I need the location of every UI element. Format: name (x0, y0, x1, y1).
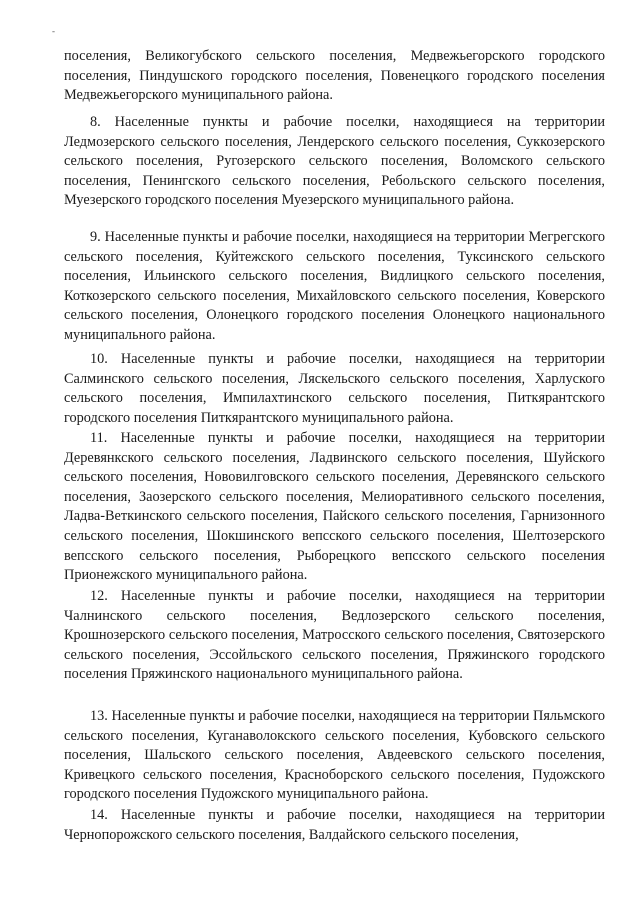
scan-mark: - (52, 26, 55, 36)
paragraph-item-11: 11. Населенные пункты и рабочие поселки, находящиеся на территории Деревянкского сельского поселения, Ладвинского сельского поселения, Шуйского сельского поселения, Нововилговского сельского поселения, Деревянского сельского поселения, Заозерского сельского поселения, Мелиоративного сельского поселения, Ладва-Веткинского сельского поселения, Пайского сельского поселения, Гарнизонного сельского поселения, Шокшинского вепсского сельского поселения, Шелтозерского вепсского сельского поселения, Рыборецкого вепсского сельского поселения Прионежского муниципального района. (64, 430, 605, 584)
paragraph-item-8: 8. Населенные пункты и рабочие поселки, находящиеся на территории Ледмозерского сельского поселения, Лендерского сельского поселения, Суккозерского сельского поселения, Ругозерского сельского поселения, Воломского сельского поселения, Пенингского сельского поселения, Ребольского сельского поселения, Муезерского городского поселения Муезерского муниципального района. (64, 114, 605, 209)
paragraph-continuation: поселения, Великогубского сельского поселения, Медвежьегорского городского поселения, Пиндушского городского поселения, Повенецкого городского поселения Медвежьегорского муниципального района. (64, 48, 605, 104)
paragraph-item-10: 10. Населенные пункты и рабочие поселки, находящиеся на территории Салминского сельского поселения, Ляскельского сельского поселения, Харлуского сельского поселения, Импилахтинского сельского поселения, Питкярантского городского поселения Питкярантского муниципального района. (64, 351, 605, 426)
paragraph-item-14: 14. Населенные пункты и рабочие поселки, находящиеся на территории Чернопорожского сельского поселения, Валдайского сельского поселения, (64, 807, 605, 843)
paragraph-item-12: 12. Населенные пункты и рабочие поселки, находящиеся на территории Чалнинского сельского поселения, Ведлозерского сельского поселения, Крошнозерского сельского поселения, Матросского сельского поселения, Святозерского сельского поселения, Эссойльского сельского поселения, Пряжинского городского поселения Пряжинского национального муниципального района. (64, 588, 605, 683)
paragraph-item-13: 13. Населенные пункты и рабочие поселки, находящиеся на территории Пяльмского сельского поселения, Куганаволокского сельского поселения, Кубовского сельского поселения, Шальского сельского поселения, Авдеевского сельского поселения, Кривецкого сельского поселения, Красноборского сельского поселения, Пудожского городского поселения Пудожского муниципального района. (64, 708, 605, 803)
paragraph-item-9: 9. Населенные пункты и рабочие поселки, находящиеся на территории Мегрегского сельского поселения, Куйтежского сельского поселения, Туксинского сельского поселения, Ильинского сельского поселения, Видлицкого сельского поселения, Коткозерского сельского поселения, Михайловского сельского поселения, Коверского сельского поселения, Олонецкого городского поселения Олонецкого национального муниципального района. (64, 229, 605, 343)
